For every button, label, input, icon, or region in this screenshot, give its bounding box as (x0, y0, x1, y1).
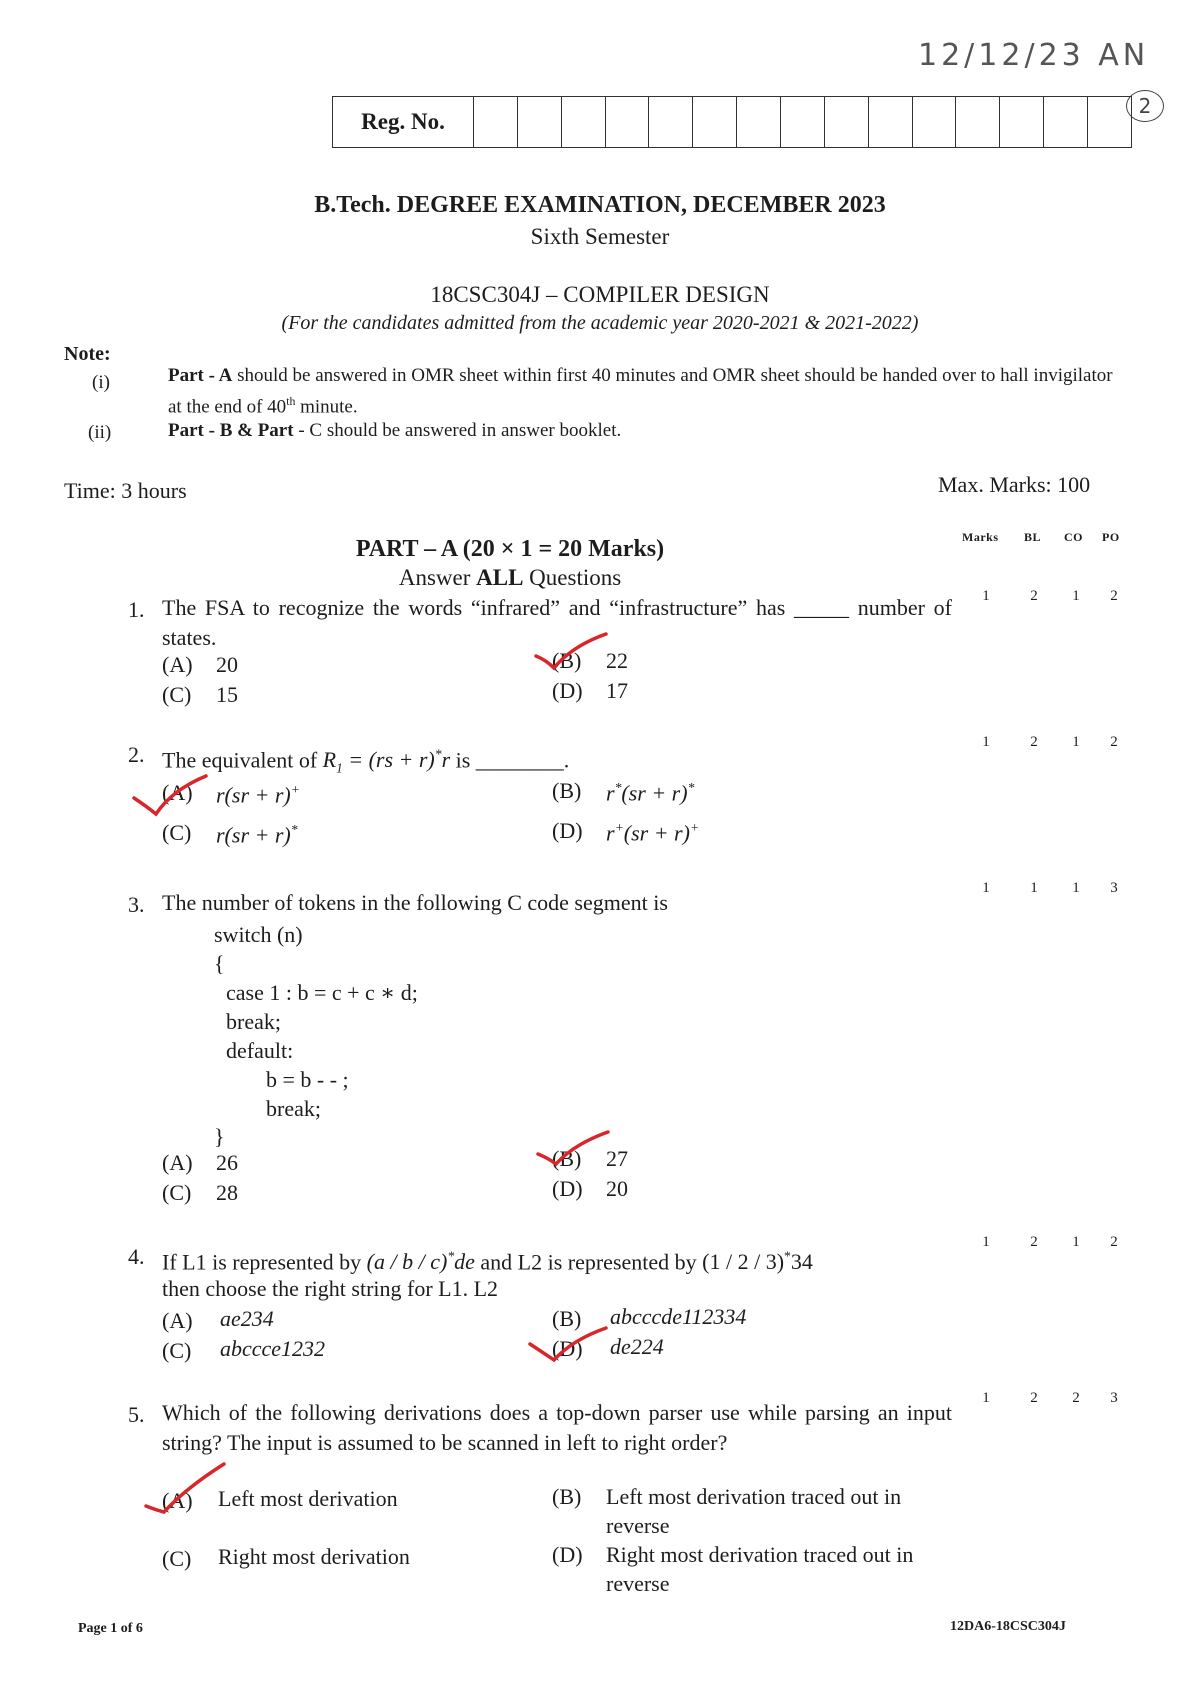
q4-co: 1 (1072, 1234, 1080, 1250)
answer-tick-icon (534, 1128, 614, 1168)
reg-cell[interactable] (1044, 97, 1088, 147)
q3-number: 3. (128, 892, 145, 917)
q4-number: 4. (128, 1244, 145, 1269)
q2-option-c-value: r(sr + r)* (216, 822, 298, 848)
q2-text (162, 740, 569, 784)
note-sup-1: th (286, 395, 296, 408)
q3-code-line: { (214, 951, 225, 976)
answer-tick-icon (526, 1322, 610, 1364)
col-header-co: CO (1064, 530, 1083, 544)
reg-cell[interactable] (1088, 97, 1131, 147)
q2-po: 2 (1110, 734, 1118, 750)
q5-option-d-value: Right most derivation traced out in reverse (606, 1542, 914, 1596)
q3-bl: 1 (1030, 880, 1038, 896)
reg-cell[interactable] (562, 97, 606, 147)
q1-option-b-label: (B) (552, 648, 582, 673)
q3-option-a-label: (A) (162, 1150, 193, 1175)
q3-option-b-label: (B) (552, 1146, 582, 1171)
admitted-note: (For the candidates admitted from the academic year 2020-2021 & 2021-2022) (281, 312, 919, 334)
q1-option-c-label: (C) (162, 682, 192, 707)
reg-cell[interactable] (869, 97, 913, 147)
q4-option-d-label: (D) (552, 1336, 583, 1361)
q5-option-b-value: Left most derivation traced out in reverse (606, 1484, 902, 1538)
q5-option-a-label: (A) (162, 1488, 193, 1513)
q3-option-c-label: (C) (162, 1180, 192, 1205)
reg-cell[interactable] (693, 97, 737, 147)
circled-number-text: 2 (1138, 94, 1152, 118)
q5-text: Which of the following derivations does a top-down parser use while parsing an input string? The input is assumed to be scanned in left to right order? (162, 1400, 952, 1455)
note-text-1: should be answered in OMR sheet within first 40 minutes and OMR sheet should be handed over to hall invigilator at the end of 40 (168, 365, 1113, 418)
q2-text-pre: The equivalent of (162, 747, 323, 773)
answer-tick-icon (130, 772, 210, 818)
note-bold-1: Part - A (168, 365, 233, 386)
q5-option-a-value: Left most derivation (218, 1486, 398, 1511)
q5-option-c-value: Right most derivation (218, 1544, 410, 1569)
q4-po: 2 (1110, 1234, 1118, 1250)
reg-number-box (332, 96, 1132, 148)
part-a-instruction (340, 565, 680, 591)
q4-text-b: and L2 is represented by (474, 1249, 703, 1275)
q1-text: The FSA to recognize the words “infrared” and “infrastructure” has _____ number of states. (162, 595, 952, 650)
q3-code-line: } (214, 1124, 225, 1149)
instruction-bold: ALL (476, 565, 524, 590)
q4-option-b-value: abcccde112334 (610, 1304, 747, 1329)
note-num-1: (i) (92, 372, 110, 393)
q3-code-line: break; (226, 1009, 281, 1034)
paper-code: 12DA6-18CSC304J (950, 1619, 1066, 1634)
q3-code-line: break; (266, 1096, 321, 1121)
note-after-1: minute. (295, 396, 358, 418)
q2-option-b-label: (B) (552, 778, 582, 803)
reg-cell[interactable] (649, 97, 693, 147)
course-title: 18CSC304J – COMPILER DESIGN (430, 282, 770, 307)
note-item-2 (168, 418, 1128, 444)
reg-cell[interactable] (1000, 97, 1044, 147)
q1-option-d-label: (D) (552, 678, 583, 703)
col-header-marks: Marks (962, 530, 999, 544)
reg-cell[interactable] (474, 97, 518, 147)
q1-marks: 1 (982, 588, 990, 604)
semester: Sixth Semester (530, 224, 670, 249)
q4-option-c-value: abccce1232 (220, 1336, 326, 1361)
q2-co: 1 (1072, 734, 1080, 750)
q2-marks: 1 (982, 734, 990, 750)
note-num-2: (ii) (88, 422, 112, 443)
q3-text: The number of tokens in the following C code segment is (162, 890, 668, 915)
note-bold-2: Part - B & Part (168, 420, 294, 441)
q5-option-b-label: (B) (552, 1484, 582, 1509)
q2-number: 2. (128, 742, 145, 767)
q4-option-c-label: (C) (162, 1338, 192, 1363)
q2-option-b-value: r*(sr + r)* (606, 780, 695, 806)
q1-option-b-value: 22 (606, 648, 628, 673)
col-header-bl: BL (1024, 530, 1042, 544)
q1-number: 1. (128, 597, 145, 622)
q2-option-d-value: r+(sr + r)+ (606, 820, 700, 846)
handwritten-date: 12/12/23 AN (918, 38, 1150, 73)
q3-code-line: case 1 : b = c + c ∗ d; (226, 980, 418, 1005)
q3-option-d-value: 20 (606, 1176, 628, 1201)
reg-cell[interactable] (913, 97, 957, 147)
q3-code-line: b = b - - ; (266, 1067, 349, 1092)
q3-code-line: switch (n) (214, 922, 303, 947)
q4-option-a-label: (A) (162, 1308, 193, 1333)
page-number: Page 1 of 6 (78, 1621, 143, 1636)
q5-number: 5. (128, 1402, 145, 1427)
q3-option-a-value: 26 (216, 1150, 238, 1175)
q3-option-c-value: 28 (216, 1180, 238, 1205)
q2-option-d-label: (D) (552, 818, 583, 843)
q3-po: 3 (1110, 880, 1118, 896)
q4-expr-l2: (1 / 2 / 3)*34 (702, 1249, 813, 1275)
q1-option-d-value: 17 (606, 678, 628, 703)
q4-expr-l1: (a / b / c)*de (366, 1249, 475, 1275)
q4-text-c: then choose the right string for L1. L2 (162, 1276, 499, 1301)
q3-option-b-value: 27 (606, 1146, 628, 1171)
q5-marks: 1 (982, 1390, 990, 1406)
q4-option-a-value: ae234 (220, 1306, 274, 1331)
q2-option-c-label: (C) (162, 820, 192, 845)
q4-option-d-value: de224 (610, 1334, 664, 1359)
reg-cell[interactable] (825, 97, 869, 147)
note-label: Note: (64, 343, 111, 365)
q2-option-a-label: (A) (162, 780, 193, 805)
note-item-1 (168, 363, 1128, 420)
max-marks: Max. Marks: 100 (938, 472, 1091, 497)
exam-title: B.Tech. DEGREE EXAMINATION, DECEMBER 2023 (314, 192, 886, 218)
instruction-pre: Answer (398, 565, 477, 590)
q4-bl: 2 (1030, 1234, 1038, 1250)
reg-cell[interactable] (781, 97, 825, 147)
q2-expression: $R_1 = (rs + r)^*r$ (322, 747, 451, 776)
reg-cell[interactable] (956, 97, 1000, 147)
reg-cell[interactable] (737, 97, 781, 147)
time-allowed: Time: 3 hours (64, 478, 187, 503)
reg-label: Reg. No. (333, 97, 474, 147)
answer-tick-icon (142, 1460, 232, 1516)
q1-po: 2 (1110, 588, 1118, 604)
q5-po: 3 (1110, 1390, 1118, 1406)
q4-text-a: If L1 is represented by (162, 1249, 367, 1275)
note-text-2: - C should be answered in answer booklet. (293, 420, 622, 441)
instruction-post: Questions (523, 565, 622, 590)
q2-text-post: is ________. (450, 747, 570, 773)
q2-bl: 2 (1030, 734, 1038, 750)
q2-option-a-value: r(sr + r)+ (216, 782, 300, 808)
q3-option-d-label: (D) (552, 1176, 583, 1201)
q4-text (162, 1242, 952, 1277)
q1-co: 1 (1072, 588, 1080, 604)
q3-marks: 1 (982, 880, 990, 896)
q4-marks: 1 (982, 1234, 990, 1250)
col-header-po: PO (1102, 530, 1120, 544)
q3-code-line: default: (226, 1038, 294, 1063)
q3-co: 1 (1072, 880, 1080, 896)
q5-bl: 2 (1030, 1390, 1038, 1406)
q1-bl: 2 (1030, 588, 1038, 604)
q5-option-c-label: (C) (162, 1546, 192, 1571)
q5-option-d-label: (D) (552, 1542, 583, 1567)
reg-cell[interactable] (518, 97, 562, 147)
q1-option-c-value: 15 (216, 682, 238, 707)
q1-option-a-value: 20 (216, 652, 238, 677)
q1-option-a-label: (A) (162, 652, 193, 677)
q4-option-b-label: (B) (552, 1306, 582, 1331)
part-a-title: PART – A (20 × 1 = 20 Marks) (355, 536, 665, 562)
answer-tick-icon (532, 630, 612, 670)
reg-cell[interactable] (606, 97, 650, 147)
q5-co: 2 (1072, 1390, 1080, 1406)
